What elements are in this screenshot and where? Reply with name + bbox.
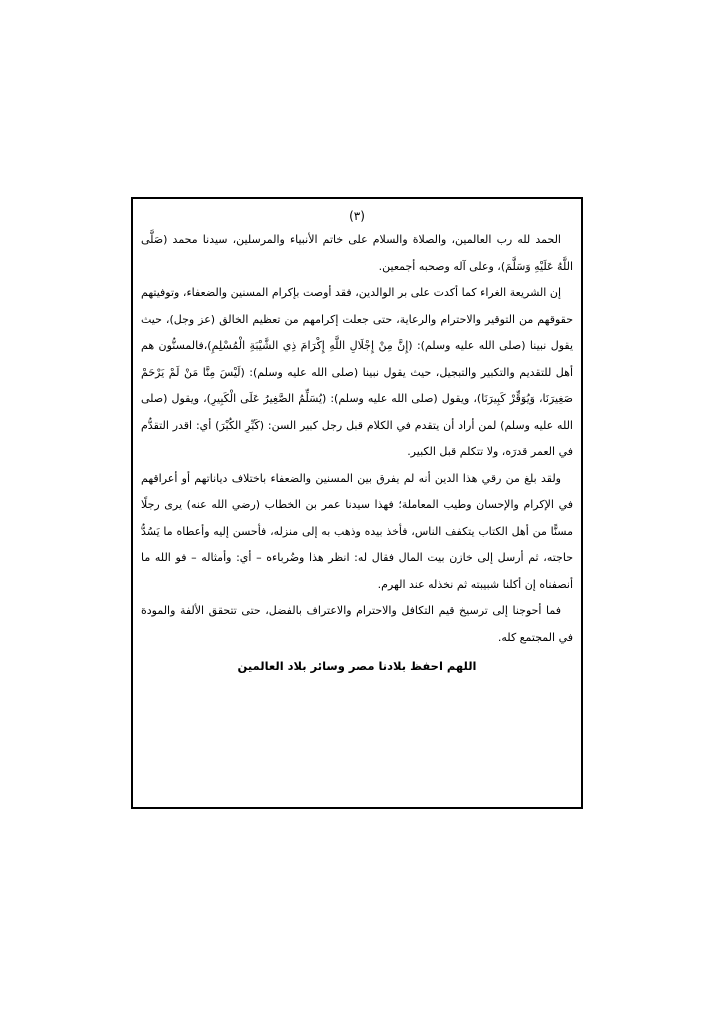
page-number: (٣): [349, 209, 365, 223]
paragraph-umar-story: ولقد بلغ من رقي هذا الدين أنه لم يفرق بين المسنين والضعفاء باختلاف دياناتهم أو أعراقهم في الإكرام والإحسان وطيب المعاملة؛ فهذا سيدنا عمر بن الخطاب (رضي الله عنه) يرى رجلًا مسنًّا من أهل الكتاب يتكفف الناس، فأخذ بيده وذهب به إلى منزله، فأحسن إليه وأعطاه ما يَسُدُّ حاجته، ثم أرسل إلى خازن بيت المال فقال له: انظر هذا وضُرباءه – أي: وأمثاله – فو الله ما أنصفناه إن أكلنا شبيبته ثم نخذله عند الهرم.: [141, 471, 573, 591]
closing-prayer: اللهم احفظ بلادنا مصر وسائر بلاد العالمين: [237, 659, 477, 673]
paragraph-intro: الحمد لله رب العالمين، والصلاة والسلام على خاتم الأنبياء والمرسلين، سيدنا محمد (صَلَّى اللَّهُ عَلَيْهِ وَسَلَّمَ)، وعلى آله وصحبه أجمعين.: [141, 233, 573, 273]
page-frame: [131, 197, 583, 809]
paragraph-conclusion: فما أحوجنا إلى ترسيخ قيم التكافل والاحترام والاعتراف بالفضل، حتى تتحقق الألفة والمودة في المجتمع كله.: [141, 604, 573, 644]
paragraph-respect-elders: إن الشريعة الغراء كما أكدت على بر الوالدين، فقد أوصت بإكرام المسنين والضعفاء، وتوفيتهم حقوقهم من التوقير والاحترام والرعاية، حتى جعلت إكرامهم من تعظيم الخالق (عز وجل)، حيث يقول نبينا (صلى الله عليه وسلم): (إِنَّ مِنْ إِجْلَالِ اللَّهِ إِكْرَامَ ذِي الشَّيْبَةِ الْمُسْلِمِ)،فالمسنُّون هم أهل للتقديم والتكبير والتبجيل، حيث يقول نبينا (صلى الله عليه وسلم): (لَيْسَ مِنَّا مَنْ لَمْ يَرْحَمْ صَغِيرَنَا، وَيُوَقِّرْ كَبِيرَنَا)، ويقول (صلى الله عليه وسلم): (يُسَلِّمُ الصَّغِيرُ عَلَى الْكَبِيرِ)، ويقول (صلى الله عليه وسلم) لمن أراد أن يتقدم في الكلام قبل رجل كبير السن: (كَبِّرِ الكُبْرَ) أي: اقدر التقدُّم في العمر قدرَه، ولا تتكلم قبل الكبير.: [141, 286, 573, 458]
